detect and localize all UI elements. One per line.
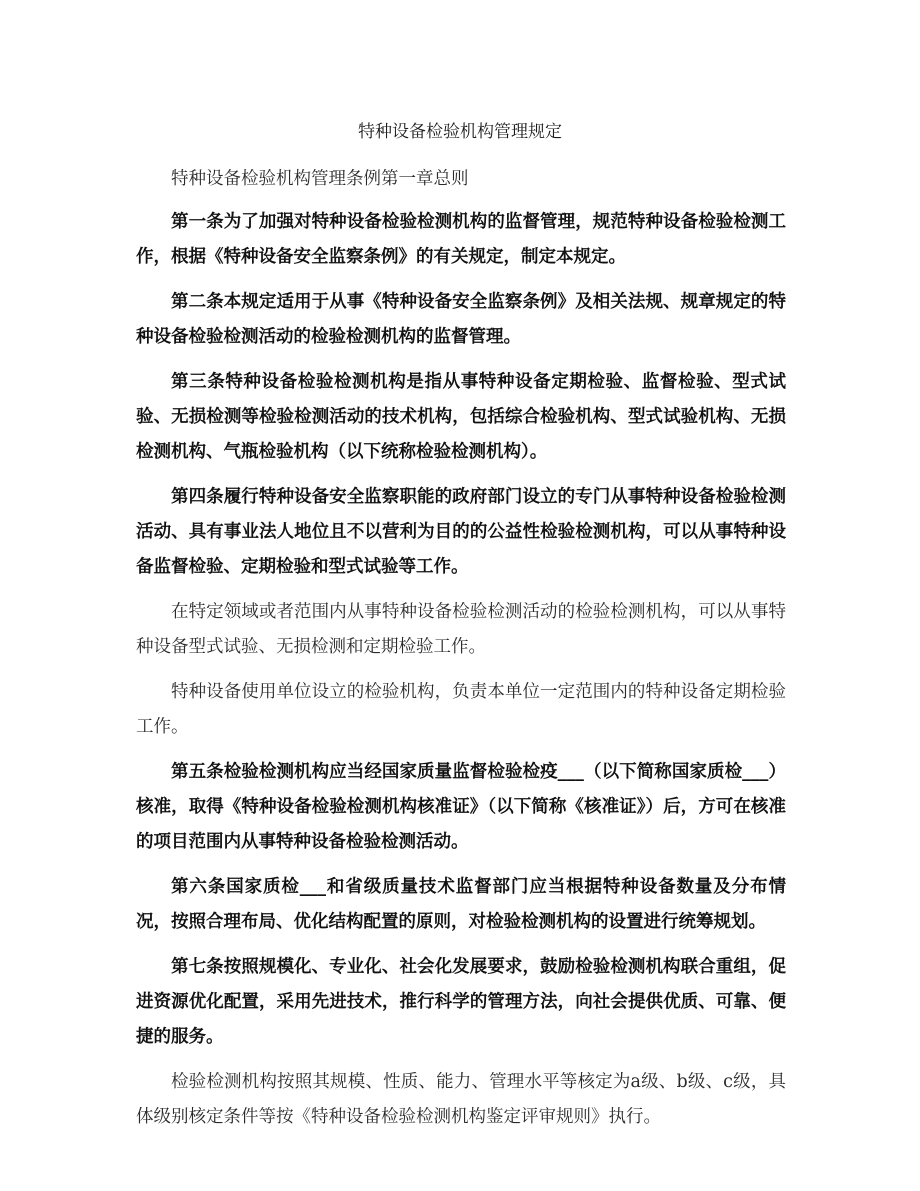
paragraph-article-2: 第二条本规定适用于从事《特种设备安全监察条例》及相关法规、规章规定的特种设备检验检测活动的检验检测机构的监督管理。 — [136, 292, 786, 347]
paragraph-article-3: 第三条特种设备检验检测机构是指从事特种设备定期检验、监督检验、型式试验、无损检测等检验检测活动的技术机构，包括综合检验机构、型式试验机构、无损检测机构、气瓶检验机构（以下统称检验检测机构）。 — [136, 372, 786, 462]
paragraph-article-1: 第一条为了加强对特种设备检验检测机构的监督管理，规范特种设备检验检测工作，根据《特种设备安全监察条例》的有关规定，制定本规定。 — [136, 212, 786, 267]
paragraph-article-5: 第五条检验检测机构应当经国家质量监督检验检疫___（以下简称国家质检___）核准，取得《特种设备检验检测机构核准证》（以下简称《核准证》）后，方可在核准的项目范围内从事特种设备检验检测活动。 — [136, 762, 786, 852]
paragraph-article-7-clause-2: 检验检测机构按照其规模、性质、能力、管理水平等核定为a级、b级、c级，具体级别核定条件等按《特种设备检验检测机构鉴定评审规则》执行。 — [136, 1072, 786, 1127]
paragraph-article-4-clause-3: 特种设备使用单位设立的检验机构，负责本单位一定范围内的特种设备定期检验工作。 — [136, 682, 786, 737]
paragraph-article-7: 第七条按照规模化、专业化、社会化发展要求，鼓励检验检测机构联合重组，促进资源优化配置，采用先进技术，推行科学的管理方法，向社会提供优质、可靠、便捷的服务。 — [136, 957, 786, 1047]
paragraph-article-6: 第六条国家质检___和省级质量技术监督部门应当根据特种设备数量及分布情况，按照合理布局、优化结构配置的原则，对检验检测机构的设置进行统筹规划。 — [136, 877, 786, 932]
document-body — [136, 162, 786, 1145]
paragraph-chapter-heading: 特种设备检验机构管理条例第一章总则 — [171, 169, 469, 189]
paragraph-article-4-clause-2: 在特定领域或者范围内从事特种设备检验检测活动的检验检测机构，可以从事特种设备型式试验、无损检测和定期检验工作。 — [136, 602, 786, 657]
document-title: 特种设备检验机构管理规定 — [358, 122, 562, 142]
paragraph-article-4: 第四条履行特种设备安全监察职能的政府部门设立的专门从事特种设备检验检测活动、具有事业法人地位且不以营利为目的的公益性检验检测机构，可以从事特种设备监督检验、定期检验和型式试验等工作。 — [136, 487, 786, 577]
